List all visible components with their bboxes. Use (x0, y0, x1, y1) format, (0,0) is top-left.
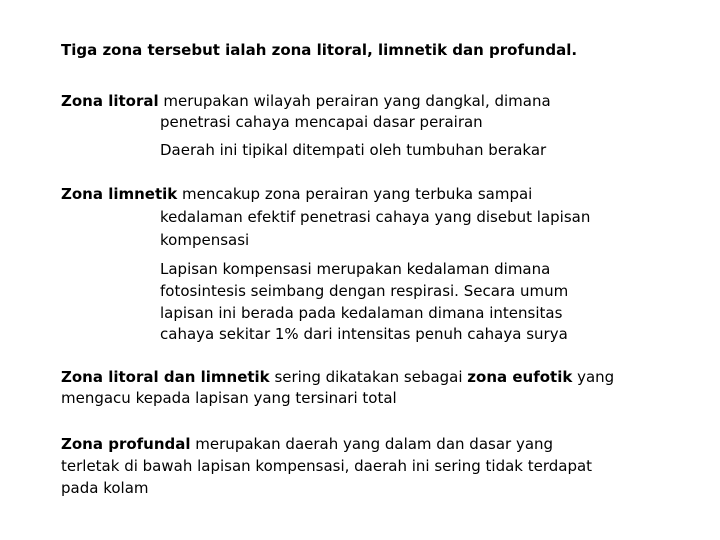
limnetik-line-2: kedalaman efektif penetrasi cahaya yang disebut lapisan (160, 208, 591, 226)
profundal-line-1 (61, 433, 553, 455)
litoral-note: Daerah ini tipikal ditempati oleh tumbuhan berakar (160, 141, 547, 159)
profundal-term: Zona profundal (61, 435, 191, 453)
eufotik-mid: sering dikatakan sebagai (269, 368, 468, 386)
profundal-line-2: terletak di bawah lapisan kompensasi, daerah ini sering tidak terdapat (61, 457, 593, 475)
limnetik-note-4: cahaya sekitar 1% dari intensitas penuh cahaya surya (160, 325, 568, 343)
litoral-definition-1: merupakan wilayah perairan yang dangkal, dimana (158, 92, 551, 110)
limnetik-line-1 (61, 183, 532, 205)
litoral-line-1 (61, 90, 551, 112)
eufotik-term-1: Zona litoral dan limnetik (61, 368, 270, 386)
eufotik-line-1 (61, 366, 614, 388)
intro-text: Tiga zona tersebut ialah zona litoral, limnetik dan profundal. (61, 41, 578, 59)
limnetik-definition-1: mencakup zona perairan yang terbuka sampai (177, 185, 533, 203)
litoral-line-2: penetrasi cahaya mencapai dasar perairan (160, 113, 483, 131)
litoral-term: Zona litoral (61, 92, 159, 110)
profundal-line-3: pada kolam (61, 479, 149, 497)
limnetik-note-1: Lapisan kompensasi merupakan kedalaman dimana (160, 260, 551, 278)
limnetik-term: Zona limnetik (61, 185, 178, 203)
profundal-definition-1: merupakan daerah yang dalam dan dasar yang (190, 435, 554, 453)
eufotik-term-2: zona eufotik (467, 368, 573, 386)
limnetik-note-2: fotosintesis seimbang dengan respirasi. Secara umum (160, 282, 569, 300)
eufotik-line-2: mengacu kepada lapisan yang tersinari total (61, 389, 397, 407)
eufotik-end: yang (572, 368, 615, 386)
limnetik-note-3: lapisan ini berada pada kedalaman dimana intensitas (160, 304, 563, 322)
limnetik-line-3: kompensasi (160, 231, 250, 249)
